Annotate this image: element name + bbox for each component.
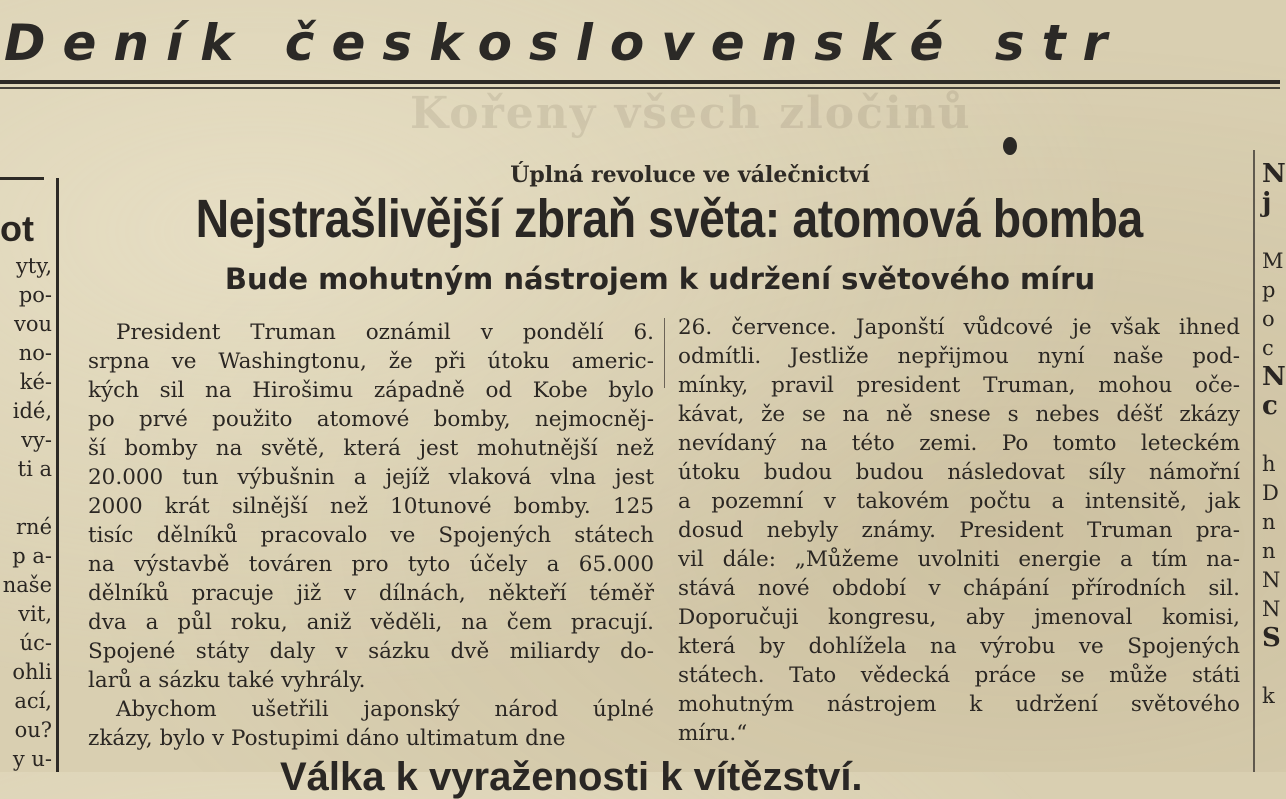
article-text-line: mínky, pravil president Truman, mohou oče- [678,373,1240,398]
right-fragment-line: n [1262,539,1276,563]
article-text-line: stává nové období v chápání přírodních sil. [678,576,1240,601]
article-text-line: kých sil na Hirošimu západně od Kobe bylo [88,378,654,403]
article-text-line: která by dohlížela na výrobu ve Spojených [678,634,1240,659]
left-fragment-line: ohli [12,660,52,684]
article-text-line: nevídaný na této zemi. Po tomto leteckém [678,431,1240,456]
article-text-line: mohutným nástrojem k udržení světového [678,692,1240,717]
right-fragment-line: h [1262,452,1276,476]
left-fragment-lines [0,252,52,774]
column-divider [664,318,665,388]
article-text-line: ší bomby na světě, která jest mohutnější než [88,436,654,461]
article-text-line: kávat, že se na ně snese s nebes déšť zkázy [678,402,1240,427]
right-fragment-line [1262,653,1280,682]
right-column-rule [1253,150,1255,772]
left-column-cap-rule [0,177,44,180]
left-fragment-line: ou? [14,718,52,742]
article-text-line: Doporučuji kongresu, aby jmenoval komisi, [678,605,1240,630]
right-fragment-line: N [1262,159,1286,189]
left-fragment-line: po- [18,283,52,307]
left-fragment-line: no- [18,341,52,365]
article-text-line: 26. července. Japonští vůdcové je však ihned [678,315,1240,340]
article-text-line: odmítli. Jestliže nepřijmou nyní naše pod- [678,344,1240,369]
right-fragment-line: n [1262,510,1276,534]
right-fragment-line [1262,218,1280,247]
right-fragment-line: N [1262,568,1281,592]
article-text-line: vil dále: „Můžeme uvolniti energie a tím na- [678,547,1240,572]
left-fragment-line: vit, [18,602,52,626]
next-article-headline: Válka k vyraženosti k vítězství. [280,755,863,799]
left-fragment-line: ací, [14,689,52,713]
article-text-line: útoku budou budou následovat síly námořní [678,460,1240,485]
article-text-line: Spojené státy daly v sázku dvě miliardy do- [88,639,654,664]
article-text-line: dva a půl roku, aniž věděli, na čem pracují. [88,610,654,635]
article-text-line: po prvé použito atomové bomby, nejmocněj- [88,407,654,432]
left-fragment-line [0,484,52,513]
masthead-rule-thick [0,80,1280,84]
left-fragment-line: naše [2,573,52,597]
right-fragment-line [1262,421,1280,450]
article-text-line: dosud nebyly známy. President Truman pra- [678,518,1240,543]
left-fragment-line: idé, [12,399,52,423]
right-fragment-line: D [1262,481,1279,505]
article-text-line: tisíc dělníků pracovalo ve Spojených státech [88,523,654,548]
bleed-through-heading: Kořeny všech zločinů [410,88,972,139]
right-fragment-line: p [1262,278,1276,302]
article-text-line: 20.000 tun výbušnin a jejíž vlaková vlna jest [88,465,654,490]
right-fragment-line: j [1262,188,1272,218]
right-column-fragment [1262,159,1286,711]
left-fragment-line: y u- [12,747,52,771]
right-fragment-line: k [1262,684,1275,708]
right-fragment-line: N [1262,597,1281,621]
article-text-line: míru.“ [678,721,748,746]
left-fragment-line: ti a [17,457,52,481]
right-fragment-line: o [1262,307,1275,331]
article-column-2 [678,313,1240,748]
left-fragment-line: p a- [12,544,52,568]
article-text-line: Abychom ušetřili japonský národ úplné [116,697,654,722]
article-text-line: státech. Tato vědecká práce se může státi [678,663,1240,688]
article-column-1 [88,318,654,753]
left-column-fragment [0,206,52,774]
masthead-title: Deník československé str [4,14,1125,72]
ink-dot [1003,137,1017,155]
left-fragment-line: úc- [19,631,52,655]
left-fragment-line: yty, [15,254,52,278]
left-fragment-line: vy- [21,428,52,452]
article-text-line: larů a sázku také vyhrály. [88,668,366,693]
right-fragment-line: S [1262,623,1281,653]
article-text-line: srpna ve Washingtonu, že při útoku americ- [88,349,654,374]
left-fragment-line: rné [16,515,52,539]
right-fragment-line: c [1262,391,1278,421]
right-fragment-line: N [1262,362,1286,392]
article-text-line: dělníků pracuje již v dílnách, někteří téměř [88,581,654,606]
left-fragment-line: ké- [19,370,52,394]
article-kicker: Úplná revoluce ve válečnictví [510,162,870,188]
article-headline: Nejstrašlivější zbraň světa: atomová bomba [195,189,1143,249]
left-fragment-heading: ot [0,208,34,249]
right-fragment-line: M [1262,249,1284,273]
article-text-line: 2000 krát silnější než 10tunové bomby. 125 [88,494,654,519]
article-text-line: a pozemní v takovém počtu a intensitě, jak [678,489,1240,514]
article-subheadline: Bude mohutným nástrojem k udržení světového míru [224,262,1096,296]
left-column-rule [56,178,59,772]
article-text-line: zkázy, bylo v Postupimi dáno ultimatum dne [88,726,566,751]
article-text-line: na výstavbě továren pro tyto účely a 65.000 [88,552,654,577]
article-text-line: President Truman oznámil v pondělí 6. [116,320,654,345]
left-fragment-line: vou [13,312,52,336]
right-fragment-line: c [1262,336,1274,360]
